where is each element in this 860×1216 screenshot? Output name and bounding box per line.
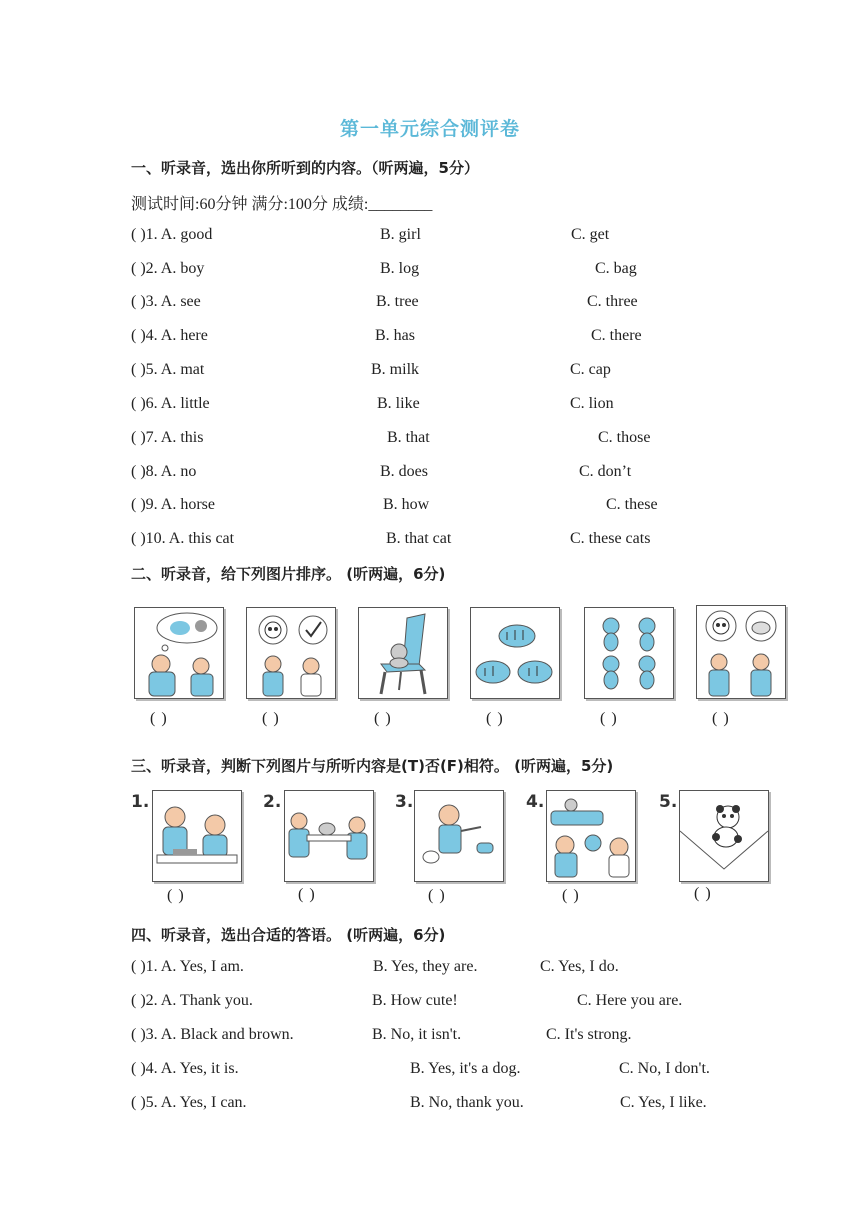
question-text: ( )10. A. this cat [131,530,235,547]
boy-girl-panda-check-icon [246,607,336,699]
answer-bracket[interactable]: ( ) [486,710,504,727]
picture-number: 2. [263,792,282,812]
option-b: B. No, thank you. [410,1094,524,1111]
question-text: ( )2. A. boy [131,260,205,277]
list-item [131,293,771,315]
section-3-heading: 三、听录音，判断下列图片与所听内容是(T)否(F)相符。 (听两遍，5分) [131,757,614,775]
three-tigers-icon [470,607,560,699]
option-b: B. girl [380,226,421,243]
option-c: C. It's strong. [546,1026,632,1043]
question-text: ( )1. A. good [131,226,213,243]
cat-on-chair-icon [358,607,448,699]
option-c: C. cap [570,361,611,378]
question-text: ( )4. A. Yes, it is. [131,1060,239,1077]
answer-bracket[interactable]: ( ) [374,710,392,727]
list-item [131,958,771,980]
question-text: ( )6. A. little [131,395,210,412]
option-b: B. that cat [386,530,452,547]
option-b: B. No, it isn't. [372,1026,462,1043]
boy-dog-toys-icon [414,790,504,882]
picture-number: 3. [395,792,414,812]
answer-bracket[interactable]: ( ) [262,710,280,727]
option-b: B. that [387,429,430,446]
option-c: C. Here you are. [577,992,683,1009]
option-c: C. get [571,226,610,243]
answer-bracket[interactable]: ( ) [428,887,446,904]
answer-bracket[interactable]: ( ) [167,887,185,904]
option-c: C. bag [595,260,637,277]
option-c: C. three [587,293,638,310]
test-meta: 测试时间:60分钟 满分:100分 成绩:________ [131,196,433,213]
question-text: ( )5. A. Yes, I can. [131,1094,247,1111]
option-c: C. these [606,496,658,513]
question-text: ( )3. A. see [131,293,201,310]
option-b: B. How cute! [372,992,458,1009]
option-b: B. log [380,260,420,277]
question-text: ( )3. A. Black and brown. [131,1026,294,1043]
option-c: C. don’t [579,463,632,480]
section-2-heading: 二、听录音，给下列图片排序。 (听两遍，6分) [131,565,446,583]
list-item [131,429,771,451]
question-text: ( )5. A. mat [131,361,205,378]
list-item [131,496,771,518]
list-item [131,260,771,282]
question-text: ( )7. A. this [131,429,204,446]
list-item [131,361,771,383]
option-b: B. Yes, they are. [373,958,478,975]
section-4-heading: 四、听录音，选出合适的答语。 (听两遍，6分) [131,926,446,944]
question-text: ( )1. A. Yes, I am. [131,958,244,975]
question-text: ( )2. A. Thank you. [131,992,253,1009]
option-c: C. lion [570,395,614,412]
option-c: C. No, I don't. [619,1060,710,1077]
question-text: ( )9. A. horse [131,496,215,513]
option-b: B. tree [376,293,419,310]
section-1-heading: 一、听录音，选出你所听到的内容。（听两遍，5分） [131,159,479,177]
picture-number: 5. [659,792,678,812]
answer-bracket[interactable]: ( ) [712,710,730,727]
option-b: B. does [380,463,428,480]
question-text: ( )4. A. here [131,327,208,344]
list-item [131,463,771,485]
panda-box-icon [679,790,769,882]
answer-bracket[interactable]: ( ) [150,710,168,727]
girl-elephant-dog-thought-icon [134,607,224,699]
four-monkeys-icon [584,607,674,699]
option-b: B. like [377,395,420,412]
picture-number: 1. [131,792,150,812]
answer-bracket[interactable]: ( ) [298,886,316,903]
list-item [131,530,771,552]
list-item [131,327,771,349]
option-c: C. those [598,429,651,446]
answer-bracket[interactable]: ( ) [562,887,580,904]
boy-girl-cat-table-icon [284,790,374,882]
picture-number: 4. [526,792,545,812]
option-c: C. there [591,327,642,344]
option-b: B. has [375,327,415,344]
list-item [131,1026,771,1048]
option-c: C. Yes, I like. [620,1094,707,1111]
list-item [131,1060,771,1082]
list-item [131,1094,771,1116]
option-c: C. these cats [570,530,651,547]
boy-girl-panda-horse-thought-icon [696,605,786,699]
answer-bracket[interactable]: ( ) [600,710,618,727]
list-item [131,226,771,248]
answer-bracket[interactable]: ( ) [694,885,712,902]
option-b: B. how [383,496,430,513]
family-sofa-icon [546,790,636,882]
list-item [131,395,771,417]
mother-girl-table-icon [152,790,242,882]
list-item [131,992,771,1014]
page-title: 第一单元综合测评卷 [339,118,520,140]
option-b: B. Yes, it's a dog. [410,1060,521,1077]
option-c: C. Yes, I do. [540,958,619,975]
option-b: B. milk [371,361,420,378]
question-text: ( )8. A. no [131,463,197,480]
